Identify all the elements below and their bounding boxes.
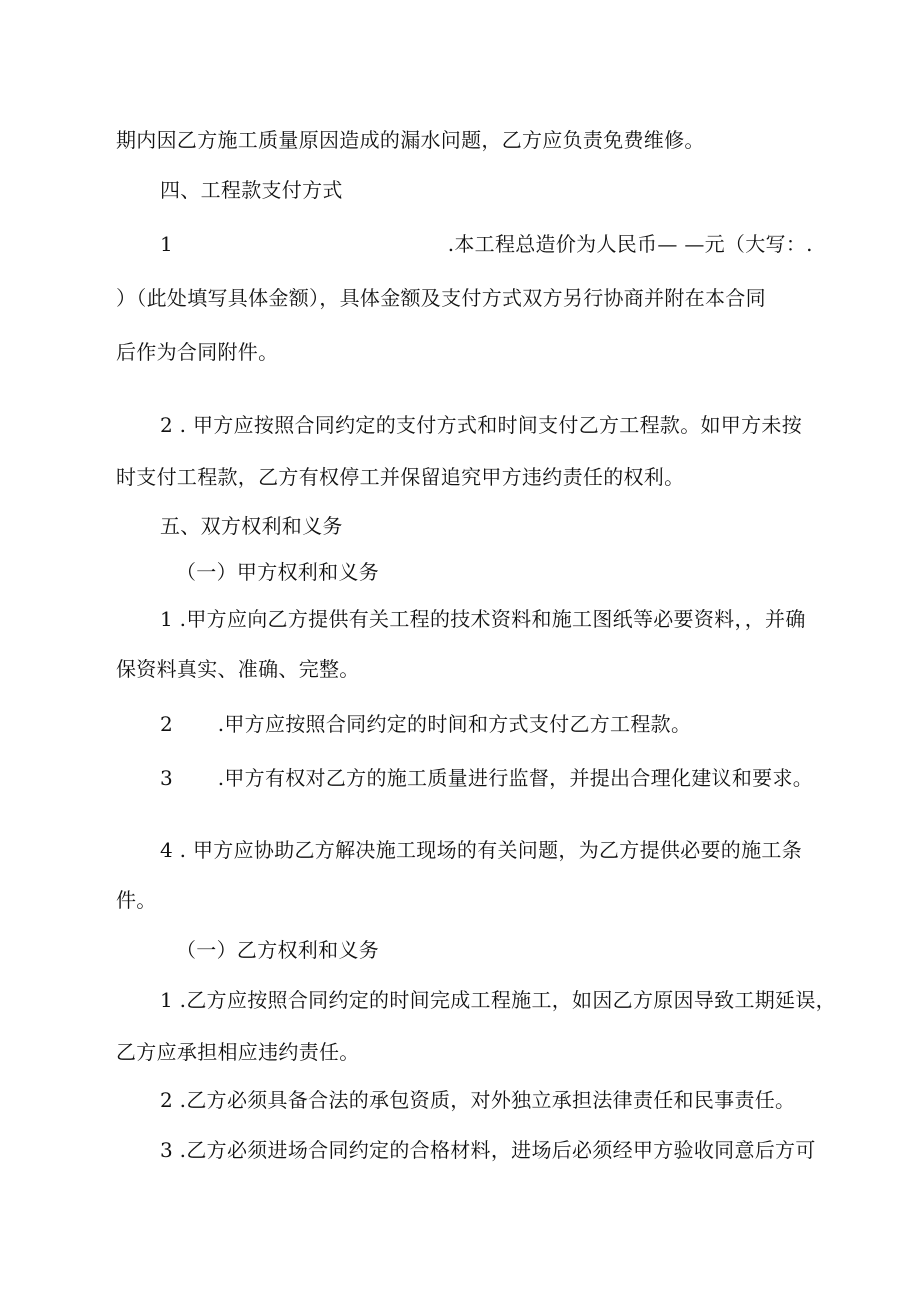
clause-line: 2 .乙方必须具备合法的承包资质，对外独立承担法律责任和民事责任。 <box>160 1088 796 1112</box>
paragraph-line: ）（此处填写具体金额），具体金额及支付方式双方另行协商并附在本合同 <box>116 286 766 310</box>
clause-line: 1 .乙方应按照合同约定的时间完成工程施工，如因乙方原因导致工期延误， <box>160 988 836 1012</box>
clause-number: 1 <box>160 232 174 256</box>
clause-number: 3 <box>160 766 174 790</box>
clause-text: .本工程总造价为人民币— —元（大写：. <box>447 232 813 256</box>
paragraph-line: 期内因乙方施工质量原因造成的漏水问题，乙方应负责免费维修。 <box>116 128 705 152</box>
paragraph-line: 后作为合同附件。 <box>116 340 279 364</box>
section-heading-rights: 五、双方权利和义务 <box>160 514 343 538</box>
clause-line: 1 .甲方应向乙方提供有关工程的技术资料和施工图纸等必要资料，，并确 <box>160 607 806 631</box>
subsection-heading-party-b: （一）乙方权利和义务 <box>176 938 379 962</box>
clause-line <box>160 232 813 256</box>
paragraph-line: 件。 <box>116 888 157 912</box>
paragraph-line: 时支付工程款，乙方有权停工并保留追究甲方违约责任的权利。 <box>116 465 685 489</box>
clause-line: 2 . 甲方应按照合同约定的支付方式和时间支付乙方工程款。如甲方未按 <box>160 413 802 437</box>
clause-number: 2 <box>160 712 174 736</box>
clause-line: 4 . 甲方应协助乙方解决施工现场的有关问题，为乙方提供必要的施工条 <box>160 838 802 862</box>
subsection-heading-party-a: （一）甲方权利和义务 <box>176 560 379 584</box>
paragraph-line: 乙方应承担相应违约责任。 <box>116 1040 360 1064</box>
clause-line: 3 .乙方必须进场合同约定的合格材料，进场后必须经甲方验收同意后方可 <box>160 1138 816 1162</box>
clause-text: .甲方有权对乙方的施工质量进行监督，并提出合理化建议和要求。 <box>217 766 814 790</box>
section-heading-payment: 四、工程款支付方式 <box>160 178 343 202</box>
paragraph-line: 保资料真实、准确、完整。 <box>116 657 360 681</box>
clause-line <box>160 712 691 736</box>
clause-line <box>160 766 813 790</box>
clause-text: .甲方应按照合同约定的时间和方式支付乙方工程款。 <box>217 712 692 736</box>
